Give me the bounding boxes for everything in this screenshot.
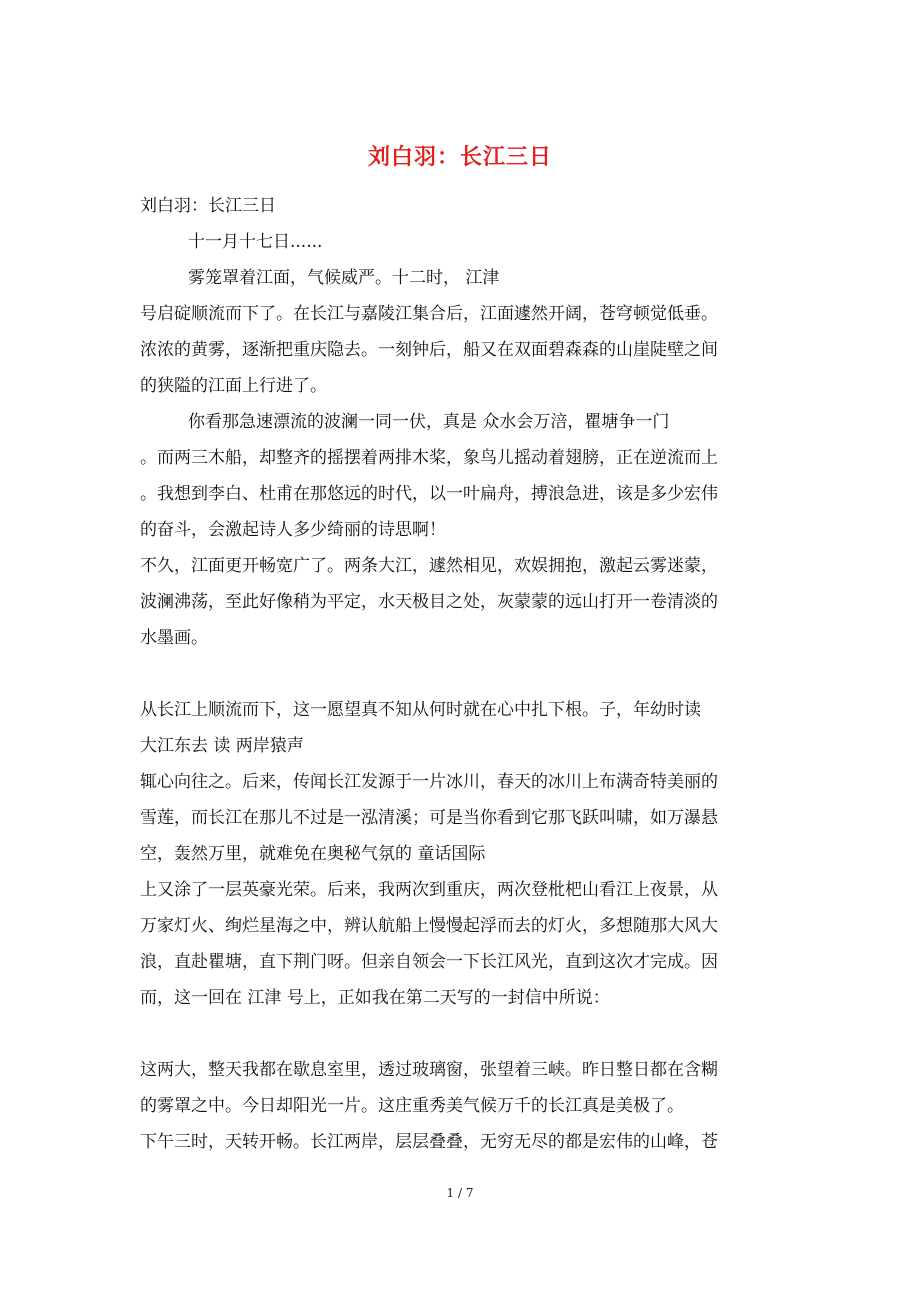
- text-line: 。而两三木船，却整齐的摇摆着两排木桨，象鸟儿摇动着翅膀，正在逆流而上: [140, 448, 718, 468]
- text-line: 浪，直赴瞿塘，直下荆门呀。但亲自领会一下长江风光，直到这次才完成。因: [140, 952, 718, 972]
- document-body: [140, 188, 780, 1160]
- blank-line: [140, 656, 780, 692]
- document-title: 刘白羽：长江三日: [367, 144, 552, 170]
- text-line: 这两大，整天我都在歇息室里，透过玻璃窗，张望着三峡。昨日整日都在含糊: [140, 1060, 718, 1080]
- text-line: 上又涂了一层英豪光荣。后来，我两次到重庆，两次登枇杷山看江上夜景，从: [140, 880, 718, 900]
- text-line: 水墨画。: [140, 628, 208, 648]
- text-line: 而，这一回在 江津 号上，正如我在第二天写的一封信中所说：: [140, 988, 610, 1008]
- text-line: 不久，江面更开畅宽广了。两条大江，遽然相见，欢娱拥抱，激起云雾迷蒙，: [140, 556, 718, 576]
- text-line: 从长江上顺流而下，这一愿望真不知从何时就在心中扎下根。子，年幼时读: [140, 700, 701, 720]
- text-line: 。我想到李白、杜甫在那悠远的时代，以一叶扁舟，搏浪急进，该是多少宏伟: [140, 484, 718, 504]
- text-line: 雪莲，而长江在那儿不过是一泓清溪；可是当你看到它那飞跃叫啸，如万瀑悬: [140, 808, 718, 828]
- text-line: 的雾罩之中。今日却阳光一片。这庄重秀美气候万千的长江真是美极了。: [140, 1096, 684, 1116]
- page-number: 1 / 7: [446, 1186, 474, 1200]
- text-line: 刘白羽：长江三日: [140, 196, 276, 216]
- text-line: 十一月十七日......: [188, 232, 323, 252]
- text-line: 的奋斗，会激起诗人多少绮丽的诗思啊！: [140, 520, 446, 540]
- text-line: 辄心向往之。后来，传闻长江发源于一片冰川，春天的冰川上布满奇特美丽的: [140, 772, 718, 792]
- text-line: 号启碇顺流而下了。在长江与嘉陵江集合后，江面遽然开阔，苍穹顿觉低垂。: [140, 304, 718, 324]
- text-line: 大江东去 读 两岸猿声: [140, 736, 304, 756]
- blank-line: [140, 1016, 780, 1052]
- text-line: 下午三时，天转开畅。长江两岸，层层叠叠，无穷无尽的都是宏伟的山峰，苍: [140, 1132, 718, 1152]
- text-line: 的狭隘的江面上行进了。: [140, 376, 327, 396]
- text-line: 雾笼罩着江面，气候威严。十二时， 江津: [188, 268, 500, 288]
- text-line: 波澜沸荡，至此好像稍为平定，水天极目之处，灰蒙蒙的远山打开一卷清淡的: [140, 592, 718, 612]
- text-line: 浓浓的黄雾，逐渐把重庆隐去。一刻钟后，船又在双面碧森森的山崖陡壁之间: [140, 340, 718, 360]
- text-line: 万家灯火、绚烂星海之中，辨认航船上慢慢起浮而去的灯火，多想随那大风大: [140, 916, 718, 936]
- text-line: 你看那急速漂流的波澜一同一伏，真是 众水会万涪，瞿塘争一门: [188, 412, 670, 432]
- text-line: 空，轰然万里，就难免在奥秘气氛的 童话国际: [140, 844, 486, 864]
